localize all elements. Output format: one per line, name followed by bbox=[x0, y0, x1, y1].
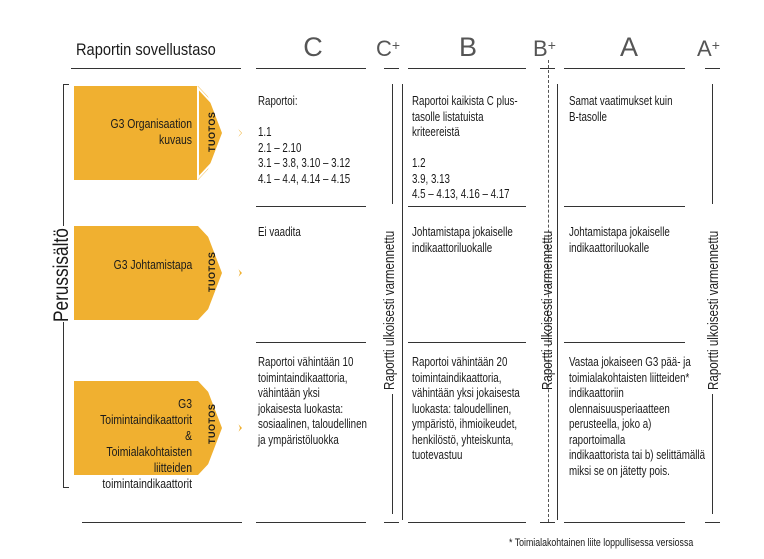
row-arrow-shape bbox=[74, 226, 244, 320]
column-separator bbox=[557, 84, 558, 520]
cell-a-row1: Samat vaatimukset kuin B-tasolle bbox=[569, 94, 673, 124]
verified-label-a-plus: Raportti ulkoisesti varmennettu bbox=[706, 230, 722, 390]
row-label-management: G3 Johtamistapa bbox=[113, 257, 192, 272]
level-a: A bbox=[619, 32, 638, 62]
rule bbox=[540, 522, 555, 523]
column-separator bbox=[392, 394, 393, 514]
cell-c-row3: Raportoi vähintään 10 toimintaindikaattoria, vähintään yksi jokaisesta luokasta: sosiaalinen, taloudellinen ja ympäristöluokka bbox=[258, 355, 367, 447]
side-bracket bbox=[63, 322, 64, 488]
rule bbox=[384, 68, 399, 69]
title-underline bbox=[71, 68, 241, 69]
rule bbox=[256, 206, 366, 207]
rule bbox=[564, 206, 685, 207]
side-bracket bbox=[63, 84, 69, 85]
cell-b-row2: Johtamistapa jokaiselle indikaattoriluokalle bbox=[412, 225, 513, 255]
output-tag: TUOTOS bbox=[207, 403, 217, 444]
rule bbox=[82, 522, 242, 523]
cell-b-row1: Raportoi kaikista C plus- tasolle listatuista kriteereistä 1.2 3.9, 3.13 4.5 – 4.13, 4.16 – 4.17 bbox=[412, 94, 518, 201]
side-bracket bbox=[63, 84, 64, 226]
verified-label-b-plus: Raportti ulkoisesti varmennettu bbox=[540, 230, 556, 390]
column-separator bbox=[712, 84, 713, 204]
rule bbox=[408, 522, 526, 523]
rule bbox=[256, 522, 366, 523]
column-separator bbox=[402, 84, 403, 520]
rule bbox=[564, 342, 685, 343]
cell-c-row1: Raportoi: 1.1 2.1 – 2.10 3.1 – 3.8, 3.10 – 3.12 4.1 – 4.4, 4.14 – 4.15 bbox=[258, 94, 351, 186]
level-c-plus: C+ bbox=[376, 36, 401, 61]
row-label-indicators: G3 Toimintaindikaattorit & Toimialakohtaisten liitteiden toimintaindikaattorit bbox=[100, 396, 192, 491]
output-tag: TUOTOS bbox=[207, 251, 217, 292]
verified-label-c-plus: Raportti ulkoisesti varmennettu bbox=[382, 230, 398, 390]
rule bbox=[408, 68, 526, 69]
side-bracket bbox=[63, 487, 69, 488]
row-label-organization: G3 Organisaation kuvaus bbox=[110, 116, 192, 147]
cell-b-row3: Raportoi vähintään 20 toimintaindikaattoria, vähintään yksi jokaisesta luokasta: taloudellinen, ympäristö, ihmioikeudet, henkilöstö, yhteiskunta, tuotevastuu bbox=[412, 355, 520, 462]
rule bbox=[705, 522, 720, 523]
rule bbox=[564, 68, 685, 69]
rule bbox=[256, 342, 366, 343]
rule bbox=[705, 68, 720, 69]
report-level-title: Raportin sovellustaso bbox=[76, 40, 216, 59]
rule bbox=[408, 342, 526, 343]
cell-a-row3: Vastaa jokaiseen G3 pää- ja toimialakohtaisten liitteiden* indikaattoriin olennaisuusperiaatteen perusteella, joko a) raportoimalla indikaattorista tai b) selittämällä miksi se on jätetty pois. bbox=[569, 355, 706, 478]
column-separator bbox=[712, 394, 713, 514]
cell-c-row2: Ei vaadita bbox=[258, 225, 301, 239]
rule bbox=[256, 68, 366, 69]
side-label: Perussisältö bbox=[50, 228, 73, 322]
level-a-plus: A+ bbox=[697, 36, 720, 61]
footnote: * Toimialakohtainen liite loppullisessa versiossa bbox=[509, 537, 694, 549]
column-separator bbox=[392, 84, 393, 204]
rule bbox=[408, 206, 526, 207]
level-c: C bbox=[303, 32, 323, 62]
level-b-plus: B+ bbox=[533, 36, 556, 61]
cell-a-row2: Johtamistapa jokaiselle indikaattoriluokalle bbox=[569, 225, 670, 255]
output-tag: TUOTOS bbox=[207, 111, 217, 152]
level-b: B bbox=[458, 32, 477, 62]
rule bbox=[384, 522, 399, 523]
rule bbox=[564, 522, 685, 523]
